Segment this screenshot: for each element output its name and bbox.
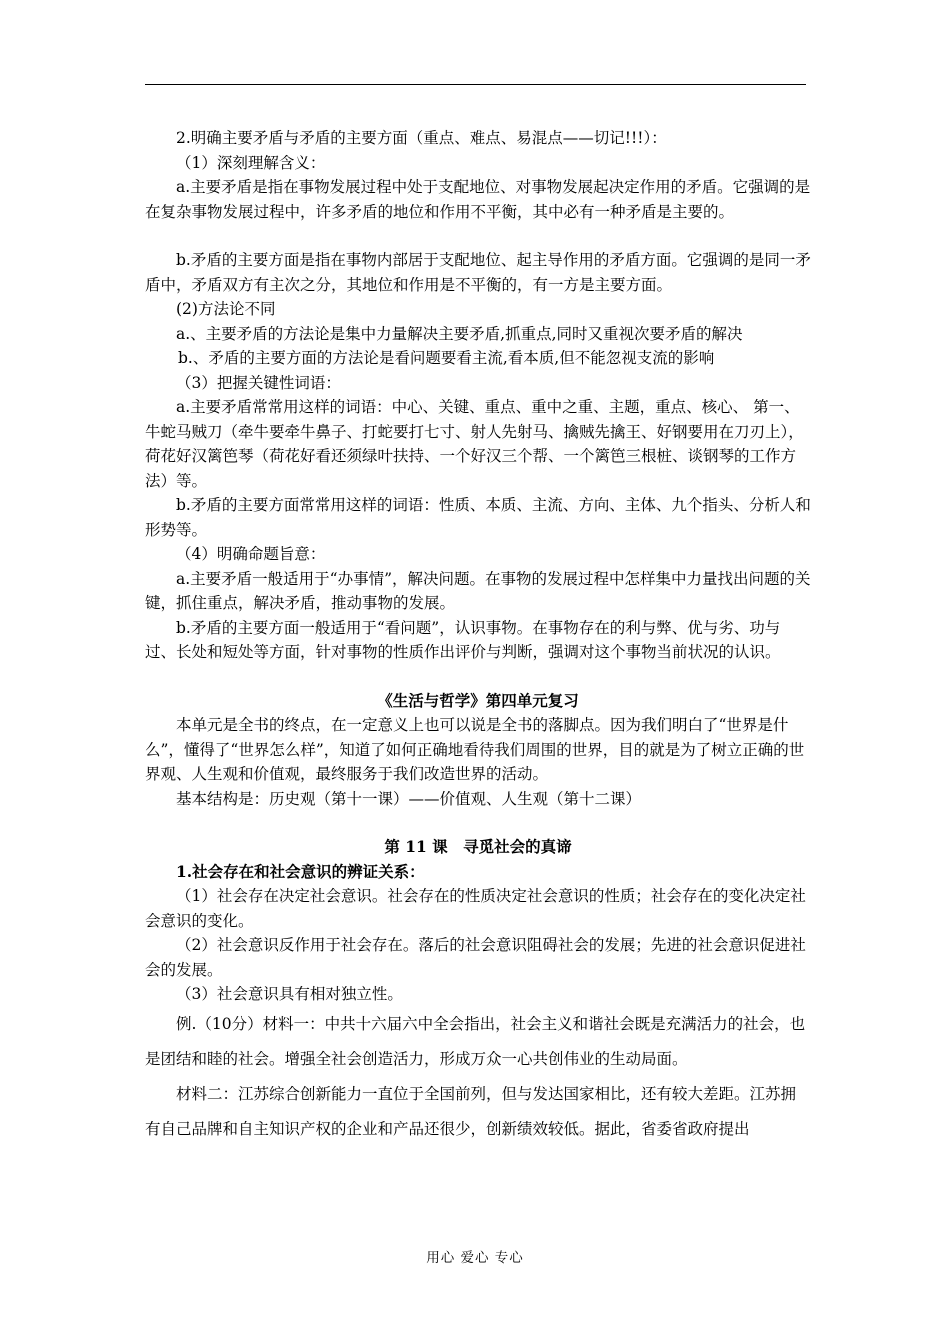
paragraph: 本单元是全书的终点，在一定意义上也可以说是全书的落脚点。因为我们明白了“世界是什么”，懂得了“世界怎么样”，知道了如何正确地看待我们周围的世界，目的就是为了树立正确的世界观、人生观和价值观，最终服务于我们改造世界的活动。: [145, 716, 805, 783]
paragraph: b.、矛盾的主要方面的方法论是看问题要看主流,看本质,但不能忽视支流的影响: [178, 349, 715, 367]
subsection-label: （4）明确命题旨意：: [176, 545, 326, 563]
example-paragraph: 例.（10分）材料一：中共十六届六中全会指出，社会主义和谐社会既是充满活力的社会，也是团结和睦的社会。增强全社会创造活力，形成万众一心共创伟业的生动局面。: [145, 1014, 806, 1068]
paragraph: a.、主要矛盾的方法论是集中力量解决主要矛盾,抓重点,同时又重视次要矛盾的解决: [176, 324, 743, 343]
subsection-label: (2)方法论不同: [176, 300, 276, 318]
subsection-label: （1）深刻理解含义：: [176, 153, 326, 172]
page-footer: 用心 爱心 专心: [426, 1250, 524, 1266]
paragraph: b.矛盾的主要方面是指在事物内部居于支配地位、起主导作用的矛盾方面。它强调的是同一矛盾中，矛盾双方有主次之分，其地位和作用是不平衡的，有一方是主要方面。: [145, 251, 811, 294]
paragraph: （1）社会存在决定社会意识。社会存在的性质决定社会意识的性质；社会存在的变化决定社会意识的变化。: [145, 887, 806, 930]
unit-heading: 《生活与哲学》第四单元复习: [377, 690, 579, 710]
subsection-label: （3）把握关键性词语：: [176, 373, 341, 392]
lesson-heading: 第 11 课 寻觅社会的真谛: [384, 837, 572, 856]
paragraph: a.主要矛盾是指在事物发展过程中处于支配地位、对事物发展起决定作用的矛盾。它强调的是在复杂事物发展过程中，许多矛盾的地位和作用不平衡，其中必有一种矛盾是主要的。: [145, 178, 811, 221]
paragraph: （3）社会意识具有相对独立性。: [176, 985, 403, 1003]
document-body: [145, 126, 811, 1147]
section-title: 1.社会存在和社会意识的辨证关系：: [176, 861, 425, 881]
section-title: 2.明确主要矛盾与矛盾的主要方面（重点、难点、易混点——切记!!!）：: [176, 129, 667, 147]
example-paragraph: 材料二：江苏综合创新能力一直位于全国前列，但与发达国家相比，还有较大差距。江苏拥有自己品牌和自主知识产权的企业和产品还很少，创新绩效较低。据此，省委省政府提出: [145, 1084, 797, 1138]
paragraph: 基本结构是：历史观（第十一课）——价值观、人生观（第十二课）: [176, 789, 642, 808]
header-rule: [145, 84, 806, 85]
paragraph: （2）社会意识反作用于社会存在。落后的社会意识阻碍社会的发展；先进的社会意识促进社会的发展。: [145, 936, 806, 979]
paragraph: b.矛盾的主要方面一般适用于“看问题”，认识事物。在事物存在的利与弊、优与劣、功与过、长处和短处等方面，针对事物的性质作出评价与判断，强调对这个事物当前状况的认识。: [145, 618, 781, 661]
paragraph: a.主要矛盾一般适用于“办事情”，解决问题。在事物的发展过程中怎样集中力量找出问题的关键，抓住重点，解决矛盾，推动事物的发展。: [145, 569, 811, 612]
paragraph: b.矛盾的主要方面常常用这样的词语：性质、本质、主流、方向、主体、九个指头、分析人和形势等。: [145, 496, 811, 539]
paragraph: a.主要矛盾常常用这样的词语：中心、关键、重点、重中之重、主题，重点、核心、 第一、牛蛇马贼刀（牵牛要牵牛鼻子、打蛇要打七寸、射人先射马、擒贼先擒王、好钢要用在刀刃上），荷花好汉篱笆琴（荷花好看还须绿叶扶持、一个好汉三个帮、一个篱笆三根桩、谈钢琴的工作方法）等。: [145, 398, 804, 490]
